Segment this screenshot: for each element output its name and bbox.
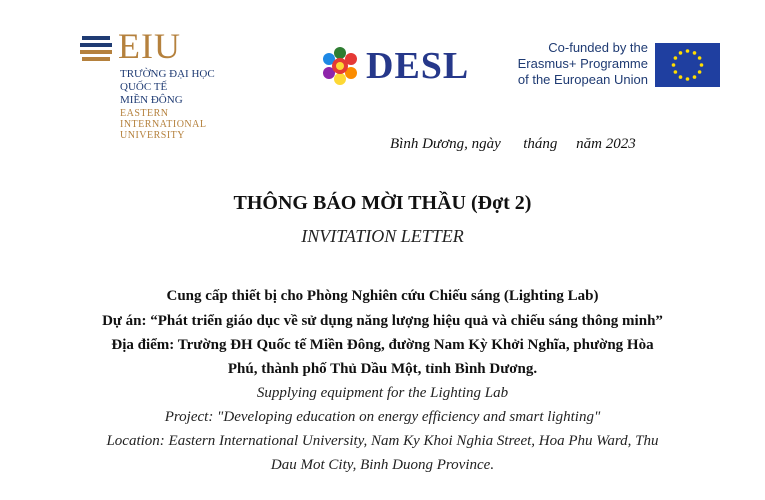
en-line-1: Supplying equipment for the Lighting Lab	[256, 385, 509, 401]
date-line: Bình Dương, ngày tháng năm 2023	[390, 136, 636, 152]
vn-line-3: Địa điểm: Trường ĐH Quốc tế Miền Đông, đường Nam Kỳ Khởi Nghĩa, phường Hòa	[111, 337, 654, 353]
en-line-2: Project: "Developing education on energy efficiency and smart lighting"	[164, 409, 601, 425]
erasmus-caption: Co-funded by the Erasmus+ Programme of the European Union	[517, 40, 648, 87]
eiu-english-name: EASTERN INTERNATIONAL UNIVERSITY	[120, 108, 207, 141]
eiu-wordmark: EIU	[118, 26, 181, 66]
desl-logo	[320, 42, 480, 92]
page-title: THÔNG BÁO MỜI THẦU (Đợt 2)	[233, 192, 532, 214]
desl-wordmark: DESL	[366, 45, 470, 87]
vn-line-2: Dự án: “Phát triển giáo dục về sử dụng năng lượng hiệu quả và chiếu sáng thông minh”	[102, 313, 663, 329]
vn-line-1: Cung cấp thiết bị cho Phòng Nghiên cứu Chiếu sáng (Lighting Lab)	[166, 288, 599, 304]
eiu-vietnamese-name: TRƯỜNG ĐẠI HỌC QUỐC TẾ MIỀN ĐÔNG	[120, 68, 215, 106]
flower-icon	[320, 46, 360, 86]
vn-line-4: Phú, thành phố Thủ Dầu Một, tỉnh Bình Dương.	[227, 361, 538, 377]
eiu-emblem-icon	[80, 32, 116, 66]
en-line-3: Location: Eastern International University, Nam Ky Khoi Nghia Street, Hoa Phu Ward, Thu	[106, 433, 659, 449]
page-subtitle: INVITATION LETTER	[301, 226, 464, 246]
en-line-4: Dau Mot City, Binh Duong Province.	[270, 457, 495, 473]
eu-flag-icon	[655, 43, 720, 87]
